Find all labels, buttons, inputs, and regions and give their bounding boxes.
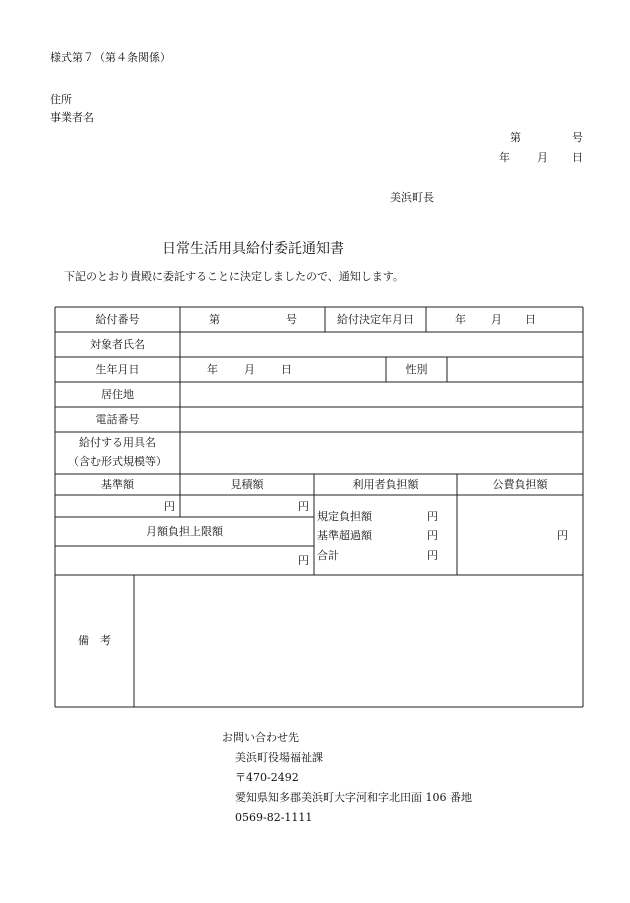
decision-date-month: 月 xyxy=(491,313,502,326)
dob-year: 年 xyxy=(207,363,218,376)
estimate-yen: 円 xyxy=(298,500,309,513)
form-number: 様式第７（第４条関係） xyxy=(50,51,171,64)
doc-date-day: 日 xyxy=(572,151,583,164)
excess-label: 基準超過額 xyxy=(317,529,372,542)
dob-month: 月 xyxy=(244,363,255,376)
contact-heading: お問い合わせ先 xyxy=(222,731,299,744)
recipient-address-label: 住所 xyxy=(50,93,72,106)
dob-day: 日 xyxy=(281,363,292,376)
dob-label: 生年月日 xyxy=(95,363,140,376)
contact-department: 美浜町役場福祉課 xyxy=(235,751,323,764)
sex-label: 性別 xyxy=(405,363,428,376)
decision-date-year: 年 xyxy=(455,313,466,326)
fixed-burden-label: 規定負担額 xyxy=(317,510,372,523)
contact-postal: 〒470-2492 xyxy=(235,771,299,784)
base-amount-yen: 円 xyxy=(164,500,175,513)
decision-date-day: 日 xyxy=(525,313,536,326)
total-label: 合計 xyxy=(317,549,339,562)
grant-number-label: 給付番号 xyxy=(95,313,140,326)
subject-name-label: 対象者氏名 xyxy=(90,338,145,351)
doc-number-go: 号 xyxy=(572,131,583,144)
monthly-cap-label: 月額負担上限額 xyxy=(146,525,223,538)
estimate-label: 見積額 xyxy=(230,478,264,491)
excess-yen: 円 xyxy=(427,529,438,542)
grant-number-go: 号 xyxy=(286,313,297,326)
recipient-business-label: 事業者名 xyxy=(50,111,94,124)
contact-phone: 0569-82-1111 xyxy=(235,811,313,824)
phone-label: 電話番号 xyxy=(95,413,140,426)
item-label-line1: 給付する用具名 xyxy=(79,436,156,449)
public-burden-yen: 円 xyxy=(557,529,568,542)
public-burden-label: 公費負担額 xyxy=(492,478,548,491)
issuer: 美浜町長 xyxy=(390,191,434,204)
decision-date-label: 給付決定年月日 xyxy=(337,313,414,326)
residence-label: 居住地 xyxy=(101,388,134,401)
fixed-burden-yen: 円 xyxy=(427,510,438,523)
intro-text: 下記のとおり貴殿に委託することに決定しましたので、通知します。 xyxy=(64,270,404,283)
total-yen: 円 xyxy=(427,549,438,562)
remarks-label: 備 考 xyxy=(78,634,111,647)
doc-number-dai: 第 xyxy=(510,131,521,144)
contact-address: 愛知県知多郡美浜町大字河和字北田面 106 番地 xyxy=(235,791,472,804)
doc-date-year: 年 xyxy=(499,151,510,164)
document-title: 日常生活用具給付委託通知書 xyxy=(162,241,344,257)
item-label-line2: （含む形式規模等） xyxy=(68,455,167,468)
user-burden-label: 利用者負担額 xyxy=(352,478,419,491)
monthly-cap-yen: 円 xyxy=(298,554,309,567)
grant-number-dai: 第 xyxy=(209,313,220,326)
base-amount-label: 基準額 xyxy=(101,478,134,491)
doc-date-month: 月 xyxy=(537,151,548,164)
